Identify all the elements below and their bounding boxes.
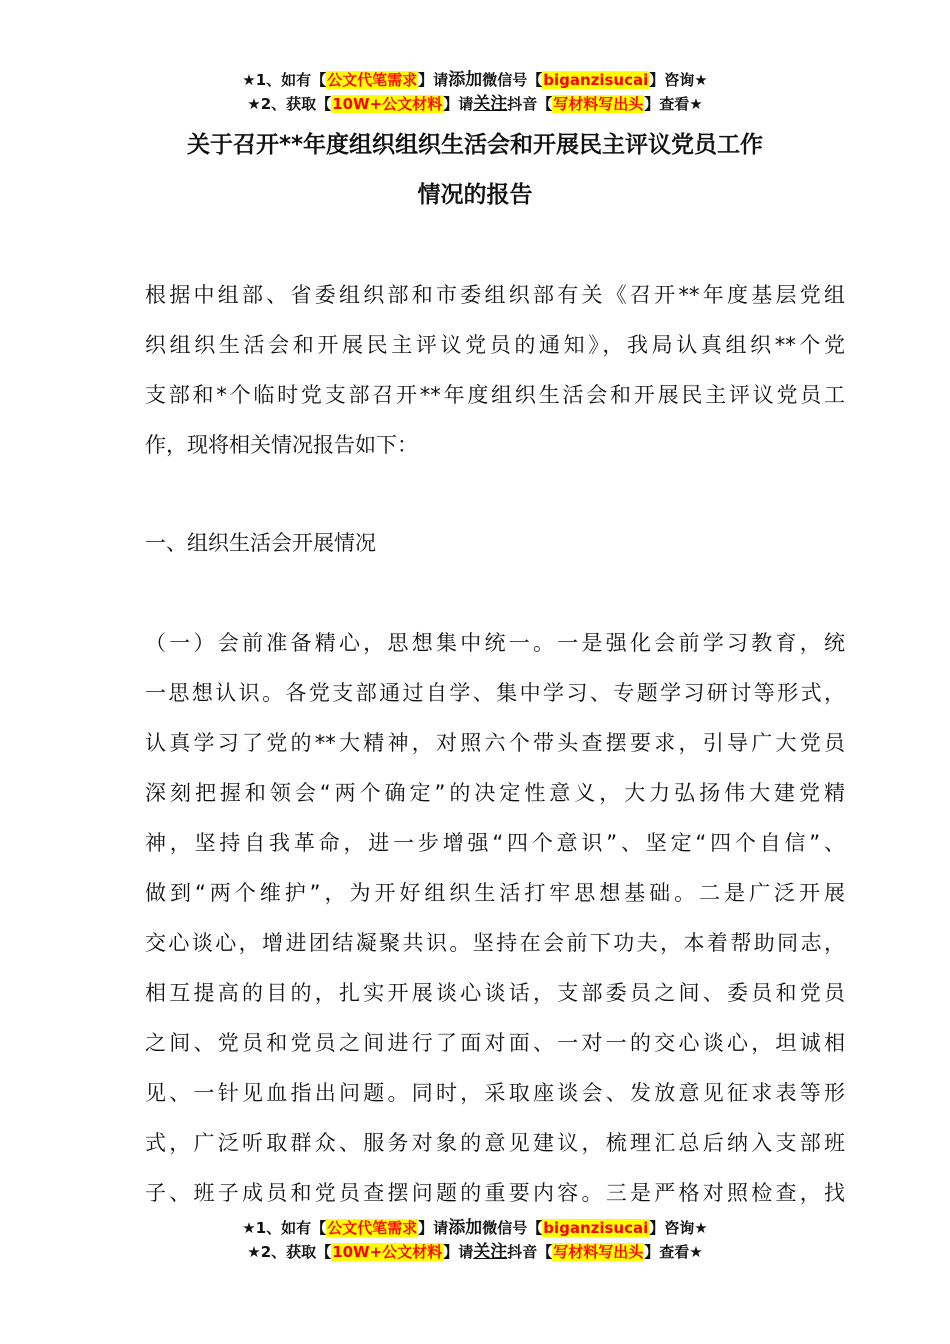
- promo-highlight: biganzisucai: [543, 71, 649, 89]
- promo-text: 微信号【: [482, 1219, 543, 1237]
- promo-line-1: [0, 1216, 950, 1240]
- paragraph-line: 认真学习了党的**大精神，对照六个带头查摆要求，引导广大党员: [145, 731, 845, 755]
- paragraph-line: 神，坚持自我革命，进一步增强“四个意识”、坚定“四个自信”、: [145, 831, 845, 855]
- paragraph-line: 交心谈心，增进团结凝聚共识。坚持在会前下功夫，本着帮助同志，: [145, 931, 845, 955]
- paragraph-line: 根据中组部、省委组织部和市委组织部有关《召开**年度基层党组: [145, 283, 845, 307]
- promo-highlight: 公文代笔需求: [327, 1219, 418, 1237]
- promo-text: 】请: [443, 1243, 474, 1261]
- promo-text: ★1、如有【: [242, 71, 327, 89]
- paragraph-line: 支部和*个临时党支部召开**年度组织生活会和开展民主评议党员工: [145, 383, 845, 407]
- paragraph-line: 式，广泛听取群众、服务对象的意见建议，梳理汇总后纳入支部班: [145, 1131, 845, 1155]
- promo-text: 抖音【: [507, 95, 553, 113]
- promo-text: 】查看★: [644, 95, 703, 113]
- promo-emphasis: 关注: [473, 94, 508, 114]
- document-title-line-2: 情况的报告: [417, 182, 533, 208]
- promo-text: ★2、获取【: [247, 1243, 332, 1261]
- promo-banner-top: [0, 68, 950, 116]
- promo-line-2: [0, 92, 950, 116]
- promo-highlight: 写材料写出头: [553, 1243, 644, 1261]
- promo-highlight: 公文代笔需求: [327, 71, 418, 89]
- promo-text: 】请: [443, 95, 474, 113]
- section-heading: [145, 518, 845, 568]
- promo-emphasis: 添加: [448, 1218, 483, 1238]
- promo-text: 】请: [418, 71, 449, 89]
- promo-text: 】咨询★: [649, 1219, 708, 1237]
- promo-text: 】咨询★: [649, 71, 708, 89]
- promo-text: 】查看★: [644, 1243, 703, 1261]
- paragraph-line: 一思想认识。各党支部通过自学、集中学习、专题学习研讨等形式，: [145, 681, 845, 705]
- intro-paragraph: [145, 270, 845, 470]
- promo-emphasis: 添加: [448, 70, 483, 90]
- promo-text: ★1、如有【: [242, 1219, 327, 1237]
- promo-highlight: 10W+公文材料: [332, 95, 443, 113]
- promo-text: ★2、获取【: [247, 95, 332, 113]
- promo-line-1: [0, 68, 950, 92]
- promo-emphasis: 关注: [473, 1242, 508, 1262]
- promo-highlight: 10W+公文材料: [332, 1243, 443, 1261]
- promo-banner-bottom: [0, 1216, 950, 1264]
- promo-line-2: [0, 1240, 950, 1264]
- promo-text: 】请: [418, 1219, 449, 1237]
- promo-highlight: 写材料写出头: [553, 95, 644, 113]
- paragraph-line: 作，现将相关情况报告如下：: [145, 433, 418, 457]
- paragraph-line: 见、一针见血指出问题。同时，采取座谈会、发放意见征求表等形: [145, 1081, 845, 1105]
- paragraph-line: 深刻把握和领会“两个确定”的决定性意义，大力弘扬伟大建党精: [145, 781, 845, 805]
- paragraph-line: 之间、党员和党员之间进行了面对面、一对一的交心谈心，坦诚相: [145, 1031, 845, 1055]
- paragraph-line: （一）会前准备精心，思想集中统一。一是强化会前学习教育，统: [145, 631, 845, 655]
- paragraph-line: 做到“两个维护”，为开好组织生活打牢思想基础。二是广泛开展: [145, 881, 845, 905]
- promo-text: 抖音【: [507, 1243, 553, 1261]
- promo-text: 微信号【: [482, 71, 543, 89]
- paragraph-line: 织组织生活会和开展民主评议党员的通知》，我局认真组织**个党: [145, 333, 845, 357]
- paragraph-line: 子、班子成员和党员查摆问题的重要内容。三是严格对照检查，找: [145, 1181, 845, 1205]
- body-paragraph: [145, 618, 845, 1218]
- paragraph-line: 相互提高的目的，扎实开展谈心谈话，支部委员之间、委员和党员: [145, 981, 845, 1005]
- section-heading-text: 一、组织生活会开展情况: [145, 531, 376, 555]
- promo-highlight: biganzisucai: [543, 1219, 649, 1237]
- document-title-line-1: 关于召开**年度组织组织生活会和开展民主评议党员工作: [186, 132, 764, 158]
